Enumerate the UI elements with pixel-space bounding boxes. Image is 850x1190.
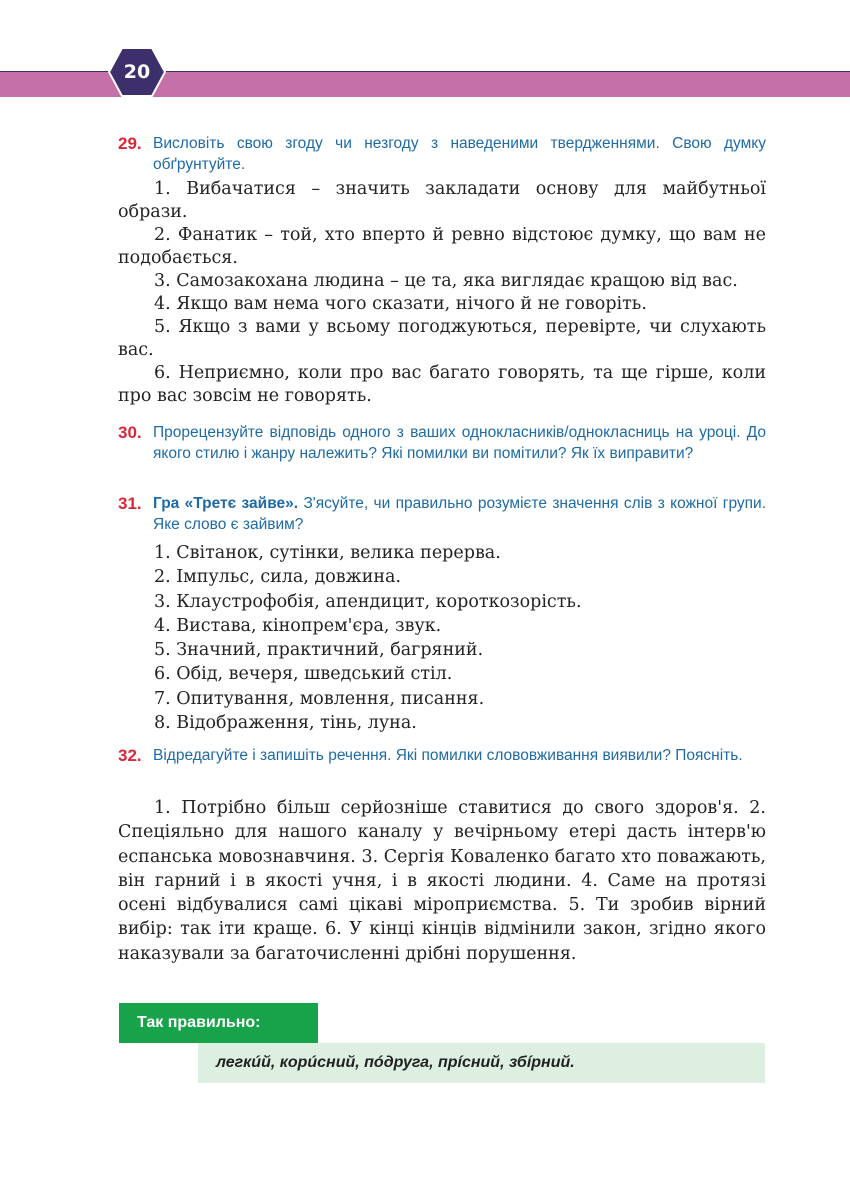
- statement: 5. Якщо з вами у всьому погоджуються, перевірте, чи слухають вас.: [118, 317, 766, 360]
- task-number: 29.: [118, 134, 142, 153]
- task-instruction: З'ясуйте, чи правильно розумієте значення слів з кожної групи. Яке слово є зайвим?: [153, 495, 766, 533]
- statement: 1. Вибачатися – значить закладати основу для майбутньої образи.: [118, 179, 766, 222]
- list-item: 4. Вистава, кінопрем'єра, звук.: [154, 615, 442, 636]
- page-number: 20: [123, 61, 151, 83]
- task-29: [118, 133, 766, 175]
- task-32-sentences: [118, 796, 766, 966]
- game-title: Гра «Третє зайве».: [153, 495, 299, 512]
- task-number: 32.: [118, 746, 142, 765]
- statement: 4. Якщо вам нема чого сказати, нічого й не говоріть.: [154, 294, 647, 314]
- task-31: [118, 493, 766, 535]
- list-item: 2. Імпульс, сила, довжина.: [154, 567, 402, 588]
- task-instruction: Відредагуйте і запишіть речення. Які помилки слововживання виявили? Поясніть.: [153, 747, 743, 764]
- list-item: 6. Обід, вечеря, шведський стіл.: [154, 664, 453, 685]
- rule-text: легкúй, корúсний, пóдруга, прíсний, збíрний.: [198, 1043, 765, 1083]
- task-number: 31.: [118, 494, 142, 513]
- sentences-paragraph: 1. Потрібно більш серйозніше ставитися до свого здоров'я. 2. Спеціяльно для нашого каналу у вечірньому етері дасть інтерв'ю еспанська мовознавчиня. 3. Сергія Коваленко багато хто поважають, він гарний і в якості учня, і в якості людини. 4. Саме на протязі осені відбувалися самі цікаві міроприємства. 5. Ти зробив вірний вибір: так іти краще. 6. У кінці кінців відмінили закон, згідно якого наказували за багаточисленні дрібні порушення.: [118, 798, 766, 964]
- statement: 2. Фанатик – той, хто вперто й ревно відстоює думку, що вам не подобається.: [118, 225, 766, 268]
- list-item: 8. Відображення, тінь, луна.: [154, 713, 417, 734]
- task-31-word-groups: [154, 541, 766, 735]
- statement: 3. Самозакохана людина – це та, яка виглядає кращою від вас.: [154, 271, 738, 291]
- list-item: 1. Світанок, сутінки, велика перерва.: [154, 543, 501, 563]
- list-item: 3. Клаустрофобія, апендицит, короткозорість.: [154, 591, 582, 612]
- task-instruction: Прорецензуйте відповідь одного з ваших однокласників/однокласниць на уроці. До якого стилю і жанру належить? Які помилки ви помітили? Як їх виправити?: [153, 424, 766, 462]
- list-item: 7. Опитування, мовлення, писання.: [154, 688, 485, 709]
- task-32: [118, 745, 766, 766]
- task-29-statements: [118, 178, 766, 408]
- page-number-badge: [108, 46, 166, 98]
- statement: 6. Неприємно, коли про вас багато говорять, та ще гірше, коли про вас зовсім не говорять.: [118, 363, 766, 406]
- task-instruction: Висловіть свою згоду чи незгоду з наведеними твердженнями. Свою думку обґрунтуйте.: [153, 135, 766, 173]
- task-number: 30.: [118, 423, 142, 442]
- rule-label: Так правильно:: [119, 1003, 318, 1043]
- task-30: [118, 422, 766, 464]
- list-item: 5. Значний, практичний, багряний.: [154, 640, 484, 661]
